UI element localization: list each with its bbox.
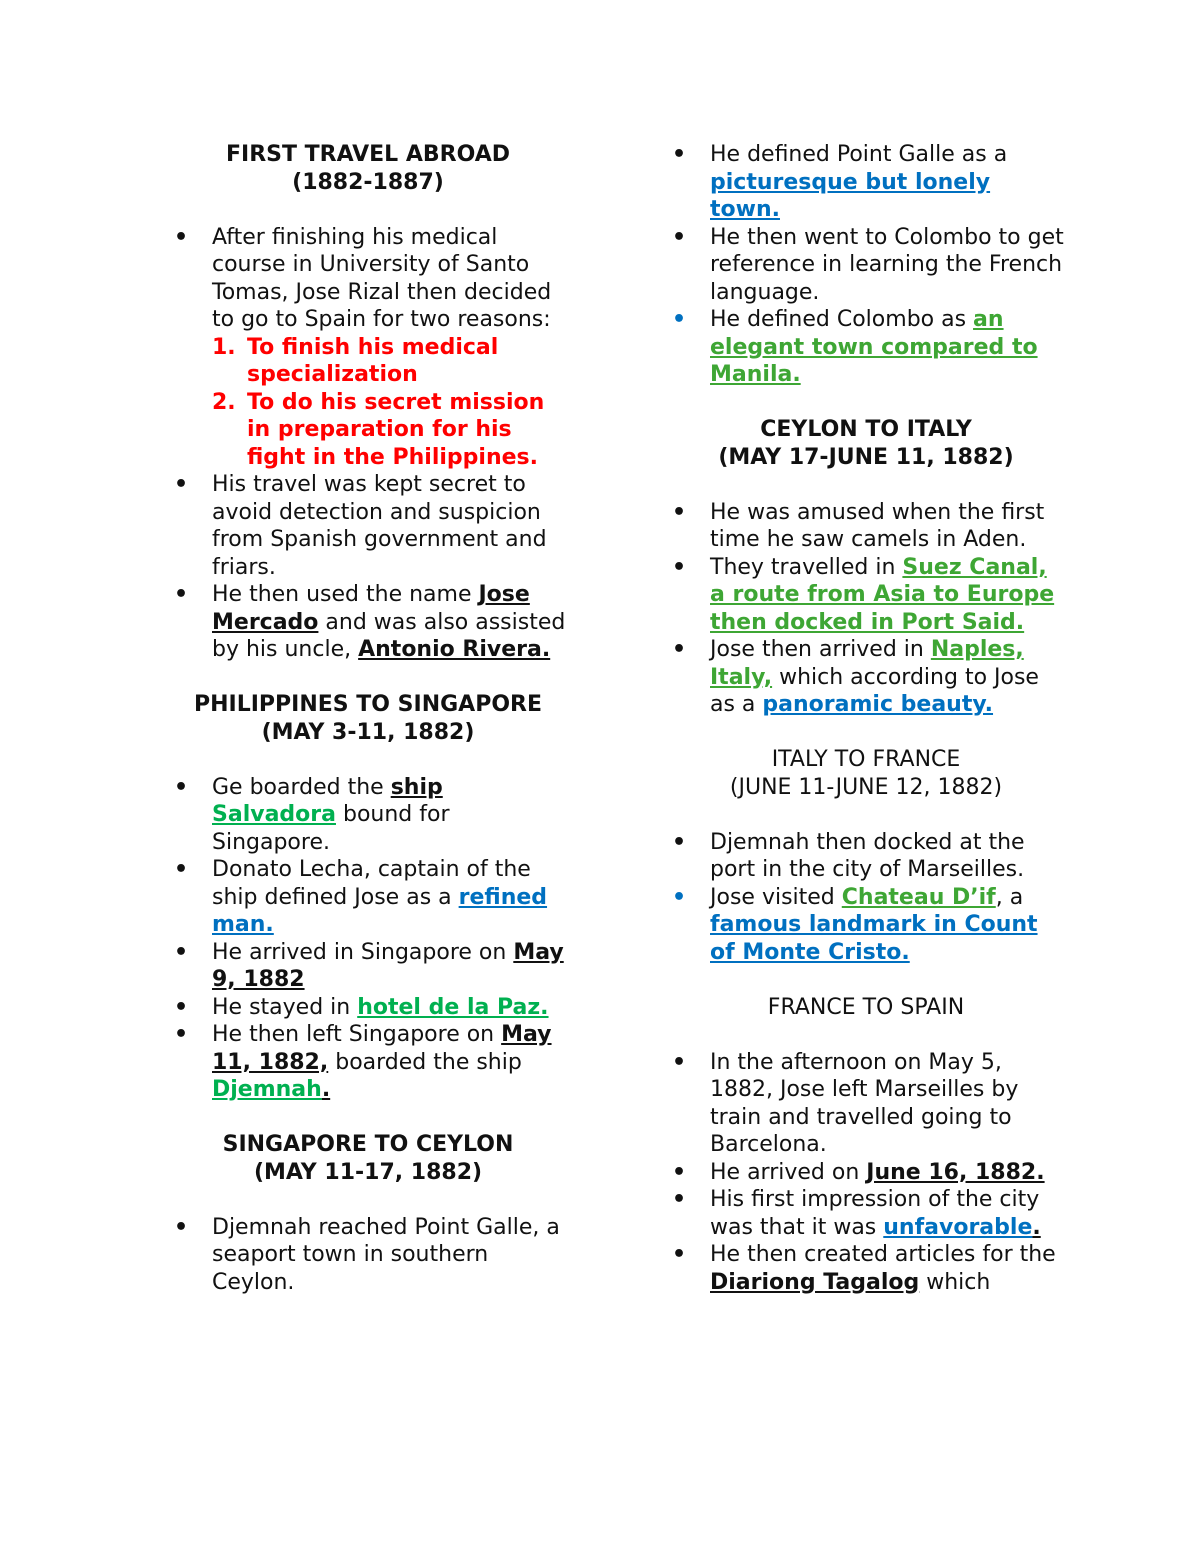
- item-number: 2.: [212, 389, 236, 415]
- section-dates-ceylon-italy: (MAY 17-JUNE 11, 1882): [718, 444, 1014, 470]
- list-item: [666, 1049, 1066, 1159]
- item-text: Jose visited: [710, 884, 842, 910]
- list-item: [168, 224, 568, 334]
- bullet-icon: •: [672, 1242, 687, 1267]
- numbered-item: [168, 389, 568, 472]
- item-text: Ge boarded the: [212, 774, 391, 800]
- bullet-icon: •: [672, 884, 687, 910]
- bullet-icon: •: [672, 499, 687, 525]
- alias-name: Jose Mercado: [212, 582, 530, 635]
- section-title-ph-sg: PHILIPPINES TO SINGAPORE: [194, 692, 542, 717]
- item-text: He was amused when the first time he saw camels in Aden.: [710, 499, 1045, 552]
- highlight-text: picturesque but lonely town.: [710, 169, 991, 222]
- highlight-text: famous landmark in Count of Monte Cristo.: [710, 912, 1038, 965]
- item-text: Jose then arrived in: [710, 637, 931, 662]
- bullet-icon: •: [174, 1022, 189, 1047]
- highlight-text: Suez Canal, a route from Asia to Europe then docked in Port Said.: [710, 554, 1055, 635]
- list-item: [666, 636, 1066, 719]
- item-text: His travel was kept secret to avoid detection and suspicion from Spanish government and friars.: [212, 472, 547, 580]
- bullet-icon: •: [174, 1214, 189, 1240]
- item-text: After finishing his medical course in University of Santo Tomas, Jose Rizal then decided to go to Spain for two reasons:: [212, 224, 552, 332]
- date-text: May 11, 1882,: [212, 1022, 552, 1075]
- bullet-icon: •: [672, 307, 687, 332]
- period: .: [1032, 1214, 1041, 1240]
- item-text: He arrived on: [710, 1159, 867, 1185]
- bullet-icon: •: [174, 224, 189, 250]
- list-item: [168, 471, 568, 581]
- highlight-text: panoramic beauty.: [762, 692, 994, 717]
- item-text: which: [919, 1269, 991, 1295]
- ship-name: Salvadora: [212, 802, 336, 827]
- section-dates-italy-france: (JUNE 11-JUNE 12, 1882): [729, 774, 1003, 800]
- item-text: He then left Singapore on: [212, 1022, 502, 1047]
- ship-name: Djemnah: [212, 1077, 322, 1102]
- item-text: He stayed in: [212, 994, 358, 1020]
- item-number: 1.: [212, 334, 236, 360]
- list-item: [168, 994, 568, 1022]
- bullet-icon: •: [672, 1159, 687, 1185]
- item-text: Donato Lecha, captain of the ship defined Jose as a: [212, 857, 531, 910]
- list-item: [666, 141, 1066, 224]
- bullet-icon: •: [174, 472, 189, 497]
- item-text: To finish his medical specialization: [247, 334, 499, 387]
- bullet-icon: •: [672, 1049, 687, 1075]
- uncle-name: Antonio Rivera.: [358, 637, 551, 662]
- item-text: and was also assisted by his uncle,: [212, 609, 566, 662]
- list-item: [168, 856, 568, 939]
- highlight-text: unfavorable: [883, 1214, 1033, 1240]
- date-text: May 9, 1882: [212, 939, 564, 992]
- bullet-icon: •: [672, 829, 687, 855]
- newspaper-name: Diariong Tagalog: [710, 1269, 920, 1295]
- bullet-icon: •: [672, 554, 687, 580]
- item-text: , a: [995, 884, 1024, 910]
- list-item: [168, 1214, 568, 1297]
- item-text: He defined Point Galle as a: [710, 142, 1008, 167]
- item-text: boarded the ship: [328, 1049, 522, 1075]
- hotel-name: hotel de la Paz.: [357, 994, 549, 1020]
- bullet-icon: •: [672, 637, 687, 662]
- item-text: which according to Jose as a: [710, 664, 1039, 717]
- item-text: Djemnah reached Point Galle, a seaport town in southern Ceylon.: [212, 1214, 560, 1295]
- list-item: [666, 554, 1066, 637]
- list-item: [168, 1021, 568, 1104]
- list-item: [666, 1186, 1066, 1241]
- section-dates-ph-sg: (MAY 3-11, 1882): [261, 719, 475, 745]
- list-item: [666, 224, 1066, 307]
- list-item: [666, 829, 1066, 884]
- bullet-icon: •: [174, 582, 189, 607]
- list-item: [666, 884, 1066, 967]
- section-title-italy-france: ITALY TO FRANCE: [771, 747, 961, 772]
- bullet-icon: •: [672, 1187, 687, 1212]
- section-dates-sg-ceylon: (MAY 11-17, 1882): [253, 1159, 483, 1185]
- list-item: [168, 774, 568, 857]
- list-item: [666, 1241, 1066, 1296]
- section-title-ceylon-italy: CEYLON TO ITALY: [760, 417, 972, 442]
- bullet-icon: •: [174, 774, 189, 800]
- highlight-text: refined man.: [212, 884, 548, 937]
- bullet-icon: •: [174, 857, 189, 882]
- item-text: Djemnah then docked at the port in the city of Marseilles.: [710, 829, 1025, 882]
- item-text: In the afternoon on May 5, 1882, Jose left Marseilles by train and travelled going to Barcelona.: [710, 1049, 1019, 1157]
- section-dates-first-travel: (1882-1887): [292, 169, 444, 195]
- list-item: [168, 939, 568, 994]
- highlight-text: an elegant town compared to Manila.: [710, 307, 1038, 387]
- item-text: His first impression of the city was that it was: [710, 1187, 1040, 1240]
- bullet-icon: •: [174, 939, 189, 965]
- item-text: They travelled in: [710, 554, 903, 580]
- place-name: Naples, Italy,: [710, 637, 1024, 690]
- item-text: He then created articles for the: [710, 1242, 1056, 1267]
- place-name: Chateau D’if: [841, 884, 996, 910]
- list-item: [666, 499, 1066, 554]
- item-text: He arrived in Singapore on: [212, 939, 514, 965]
- item-text: He then went to Colombo to get reference in learning the French language.: [710, 224, 1064, 305]
- right-column: [666, 141, 1066, 1296]
- section-title-first-travel: FIRST TRAVEL ABROAD: [225, 142, 510, 167]
- bullet-icon: •: [672, 142, 687, 167]
- list-item: [666, 1159, 1066, 1187]
- item-text: He defined Colombo as: [710, 307, 974, 332]
- item-text: He then used the name: [212, 582, 479, 607]
- numbered-item: [168, 334, 568, 389]
- ship-word: ship: [390, 774, 443, 800]
- item-text: To do his secret mission in preparation for his fight in the Philippines.: [247, 389, 545, 470]
- left-column: [168, 141, 568, 1296]
- list-item: [666, 306, 1066, 389]
- bullet-icon: •: [672, 224, 687, 250]
- item-text: bound for Singapore.: [212, 802, 450, 855]
- section-title-sg-ceylon: SINGAPORE TO CEYLON: [222, 1132, 514, 1157]
- list-item: [168, 581, 568, 664]
- date-text: June 16, 1882.: [866, 1159, 1045, 1185]
- period: .: [321, 1077, 331, 1102]
- bullet-icon: •: [174, 994, 189, 1020]
- section-title-france-spain: FRANCE TO SPAIN: [767, 994, 965, 1020]
